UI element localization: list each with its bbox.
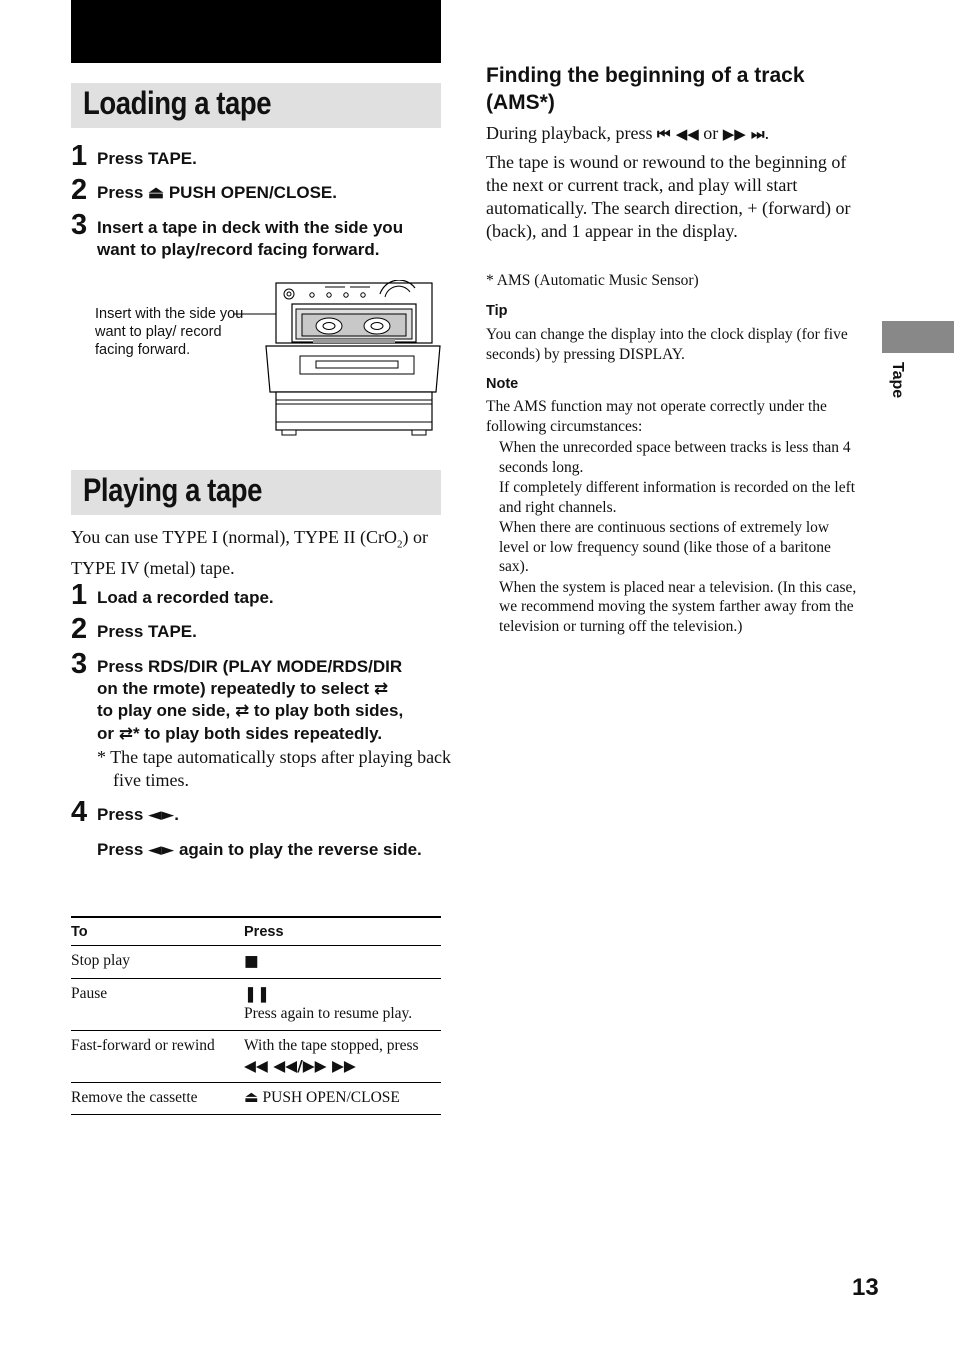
playback-or: or bbox=[703, 123, 719, 143]
section-heading-loading bbox=[71, 83, 441, 128]
step-3-line bbox=[97, 700, 442, 723]
note-item: When the system is placed near a television. (In this case, we recommend moving the system farther away from the television or turning off the television.) bbox=[499, 578, 857, 635]
table-cell: Remove the cassette bbox=[71, 1089, 198, 1106]
repeat-icon: ⇄ bbox=[118, 723, 133, 744]
ams-heading: Finding the beginning of a track (AMS*) bbox=[486, 64, 805, 114]
step-3-line-text: or bbox=[97, 723, 114, 743]
note-item: When there are continuous sections of extremely low level or low frequency sound (like those of a baritone sax). bbox=[499, 519, 831, 575]
both-sides-icon: ⇄ bbox=[234, 701, 250, 721]
operations-table bbox=[71, 916, 441, 1115]
table-cell: Stop play bbox=[71, 952, 130, 969]
section-heading-playing bbox=[71, 470, 441, 515]
step-number: 2 bbox=[71, 613, 88, 645]
step-number: 3 bbox=[71, 648, 88, 680]
play-icon: ◄► bbox=[148, 805, 175, 825]
note-intro: The AMS function may not operate correctly under the following circumstances: bbox=[486, 398, 827, 435]
playing-intro bbox=[71, 526, 441, 580]
stop-icon: ■ bbox=[244, 952, 259, 970]
ams-paragraph: The tape is wound or rewound to the beginning of the next or current track, and play will start automatically. The search direction, + (forward) or (back), and 1 appear in the display. bbox=[486, 152, 851, 241]
playback-text: During playback, press bbox=[486, 123, 653, 143]
skip-icons: ◀◀ ◀◀/▶▶ ▶▶ bbox=[244, 1057, 356, 1075]
step-text: Press TAPE. bbox=[97, 149, 197, 168]
intro-text-end: ) or TYPE IV (metal) tape. bbox=[71, 527, 428, 578]
step-3-line: Press RDS/DIR (PLAY MODE/RDS/DIR bbox=[97, 657, 403, 676]
step-4-text bbox=[97, 804, 437, 827]
table-row bbox=[71, 946, 441, 979]
step-3-footnote: * The tape automatically stops after playing back five times. bbox=[97, 747, 452, 790]
table-header-row bbox=[71, 917, 441, 946]
header-black-bar bbox=[71, 0, 441, 63]
ams-footnote: * AMS (Automatic Music Sensor) bbox=[486, 272, 699, 289]
table-cell: Pause bbox=[71, 985, 108, 1002]
step-text: Insert a tape in deck with the side you want to play/record facing forward. bbox=[97, 218, 404, 259]
step-number: 3 bbox=[71, 209, 88, 241]
step-number: 2 bbox=[71, 174, 88, 206]
table-cell-note: Press again to resume play. bbox=[244, 1005, 413, 1022]
note-label: Note bbox=[486, 376, 519, 392]
play-icon: ◄► bbox=[148, 840, 175, 860]
step-4-again bbox=[97, 839, 437, 862]
step-3-line bbox=[97, 723, 442, 746]
step-text: Load a recorded tape. bbox=[97, 588, 274, 607]
note-item: When the unrecorded space between tracks is less than 4 seconds long. bbox=[499, 439, 851, 476]
step-text: Press TAPE. bbox=[97, 622, 197, 641]
table-cell: Fast-forward or rewind bbox=[71, 1037, 215, 1054]
table-cell bbox=[244, 979, 441, 1031]
note-item: If completely different information is recorded on the left and right channels. bbox=[499, 479, 856, 516]
side-tab-text: Tape bbox=[889, 362, 906, 399]
step-4-label: Press bbox=[97, 805, 144, 824]
intro-subscript: 2 bbox=[396, 538, 403, 551]
tip-text: You can change the display into the clock display (for five seconds) by pressing DISPLAY. bbox=[486, 326, 848, 363]
step-text: Press ⏏ PUSH OPEN/CLOSE. bbox=[97, 183, 337, 202]
table-cell bbox=[244, 1031, 441, 1083]
next-track-icon: ▶▶ ⏭ bbox=[722, 125, 765, 143]
step-3-line-text: to play one side, bbox=[97, 701, 231, 720]
step-4-end: . bbox=[174, 805, 179, 824]
table-cell: ⏏ PUSH OPEN/CLOSE bbox=[244, 1089, 400, 1106]
step-3-line-text: to play both sides, bbox=[253, 701, 404, 720]
illustration-caption: Insert with the side you want to play/ record facing forward. bbox=[95, 306, 244, 358]
loading-title: Loading a tape bbox=[83, 85, 272, 121]
side-tab-label bbox=[882, 362, 912, 422]
prev-track-icon: ⏮ ◀◀ bbox=[656, 125, 699, 143]
one-side-icon: ⇄ bbox=[373, 678, 389, 699]
pause-icon: ❚❚ bbox=[244, 985, 270, 1003]
side-tab-marker bbox=[882, 321, 954, 353]
intro-text: You can use TYPE I (normal), TYPE II (CrO bbox=[71, 527, 397, 547]
step-number: 4 bbox=[71, 796, 88, 828]
table-header: To bbox=[71, 924, 88, 940]
note-list bbox=[499, 438, 857, 636]
again-prefix: Press bbox=[97, 840, 144, 859]
table-cell-text: With the tape stopped, press bbox=[244, 1037, 419, 1054]
table-cell bbox=[244, 946, 441, 979]
playback-end: . bbox=[764, 123, 770, 143]
step-3-text bbox=[97, 656, 442, 745]
step-3-line-text: * to play both sides repeatedly. bbox=[132, 723, 383, 743]
tip-label: Tip bbox=[486, 303, 508, 319]
step-3-line bbox=[97, 678, 442, 701]
playing-title: Playing a tape bbox=[83, 472, 263, 508]
page-number: 13 bbox=[852, 1274, 879, 1301]
again-text: again to play the reverse side. bbox=[178, 840, 422, 859]
table-row bbox=[71, 1031, 441, 1083]
cassette-deck-illustration bbox=[230, 280, 445, 438]
table-row bbox=[71, 979, 441, 1031]
step-3-line-text: on the rmote) repeatedly to select bbox=[97, 678, 370, 698]
step-number: 1 bbox=[71, 579, 88, 611]
playback-line bbox=[486, 122, 866, 146]
table-header: Press bbox=[244, 924, 284, 940]
step-number: 1 bbox=[71, 140, 88, 172]
table-row bbox=[71, 1083, 441, 1115]
